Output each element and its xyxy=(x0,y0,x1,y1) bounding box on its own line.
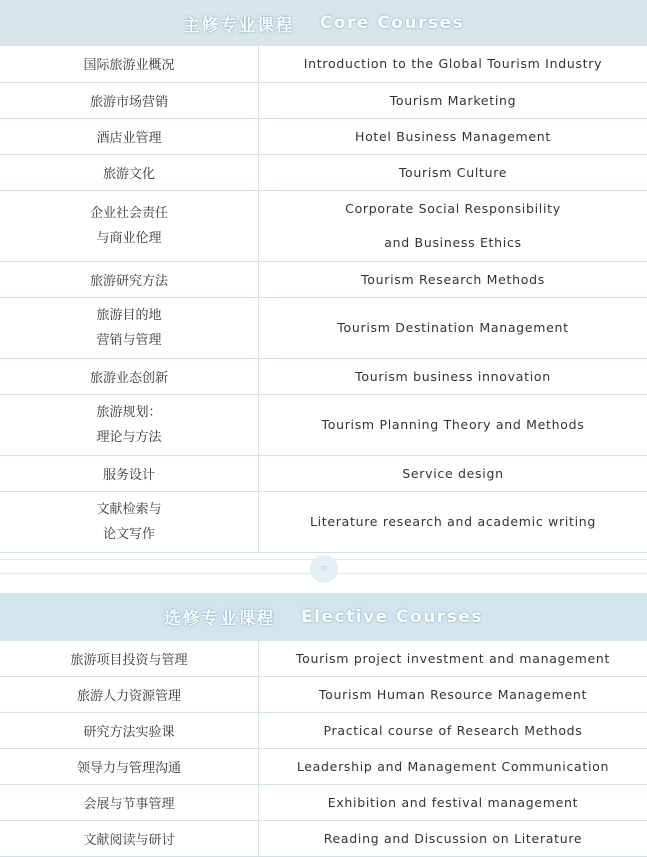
elective-courses-table xyxy=(0,641,647,857)
course-name-en xyxy=(259,82,647,118)
course-name-en xyxy=(259,749,647,785)
section-divider xyxy=(0,553,647,593)
course-name-zh-line: 旅游市场营销 xyxy=(0,91,258,110)
course-row xyxy=(0,297,647,358)
course-row xyxy=(0,713,647,749)
course-row xyxy=(0,455,647,491)
course-name-zh xyxy=(0,261,259,297)
course-row xyxy=(0,46,647,82)
course-name-en-line: Reading and Discussion on Literature xyxy=(259,831,647,846)
course-name-zh xyxy=(0,641,259,677)
course-name-en xyxy=(259,297,647,358)
course-name-en-line: Hotel Business Management xyxy=(259,129,647,144)
course-name-zh xyxy=(0,491,259,552)
course-row xyxy=(0,785,647,821)
course-row xyxy=(0,491,647,552)
course-name-en-line: Practical course of Research Methods xyxy=(259,723,647,738)
course-row xyxy=(0,261,647,297)
course-name-zh xyxy=(0,154,259,190)
course-name-en xyxy=(259,713,647,749)
course-name-zh xyxy=(0,394,259,455)
course-name-en-line: Corporate Social Responsibility xyxy=(259,192,647,226)
course-name-zh xyxy=(0,677,259,713)
course-name-en-line: Literature research and academic writing xyxy=(259,514,647,529)
core-courses-table xyxy=(0,46,647,553)
course-name-zh xyxy=(0,82,259,118)
course-name-zh-line: 旅游研究方法 xyxy=(0,270,258,289)
course-name-en xyxy=(259,677,647,713)
course-row xyxy=(0,154,647,190)
course-row xyxy=(0,677,647,713)
course-name-en-line: and Business Ethics xyxy=(259,226,647,260)
elective-courses-header xyxy=(0,593,647,641)
course-name-zh xyxy=(0,821,259,857)
course-name-en-line: Service design xyxy=(259,466,647,481)
course-name-en xyxy=(259,46,647,82)
course-name-en xyxy=(259,455,647,491)
elective-title-en: Elective Courses xyxy=(301,607,483,627)
core-title-zh: 主修专业课程 xyxy=(183,11,294,36)
course-name-en-line: Tourism Destination Management xyxy=(259,320,647,335)
course-row xyxy=(0,749,647,785)
course-name-en-line: Tourism Human Resource Management xyxy=(259,687,647,702)
course-name-en xyxy=(259,118,647,154)
course-name-en xyxy=(259,491,647,552)
course-name-en xyxy=(259,821,647,857)
course-name-en xyxy=(259,785,647,821)
course-name-zh-line: 旅游人力资源管理 xyxy=(0,685,258,704)
course-name-zh-line: 旅游文化 xyxy=(0,163,258,182)
course-name-zh xyxy=(0,713,259,749)
elective-title-zh: 选修专业课程 xyxy=(164,604,275,629)
course-name-zh-line: 理论与方法 xyxy=(0,425,258,450)
course-name-zh-line: 旅游目的地 xyxy=(0,303,258,328)
course-name-en-line: Tourism project investment and management xyxy=(259,651,647,666)
course-name-en xyxy=(259,261,647,297)
course-name-en xyxy=(259,154,647,190)
course-name-zh xyxy=(0,46,259,82)
course-name-zh-line: 旅游项目投资与管理 xyxy=(0,649,258,668)
course-name-zh-line: 文献检索与 xyxy=(0,497,258,522)
course-name-zh-line: 旅游规划： xyxy=(0,400,258,425)
core-title-en: Core Courses xyxy=(320,13,464,33)
course-row xyxy=(0,641,647,677)
course-name-en-line: Tourism Marketing xyxy=(259,93,647,108)
course-name-en-line: Tourism Planning Theory and Methods xyxy=(259,417,647,432)
course-name-zh xyxy=(0,749,259,785)
course-name-en xyxy=(259,641,647,677)
course-name-zh-line: 领导力与管理沟通 xyxy=(0,757,258,776)
course-row xyxy=(0,190,647,261)
course-name-zh xyxy=(0,785,259,821)
course-name-zh xyxy=(0,190,259,261)
course-name-zh-line: 服务设计 xyxy=(0,464,258,483)
course-name-zh-line: 酒店业管理 xyxy=(0,127,258,146)
course-name-zh xyxy=(0,455,259,491)
course-name-en-line: Tourism business innovation xyxy=(259,369,647,384)
course-name-en xyxy=(259,394,647,455)
course-name-en xyxy=(259,190,647,261)
course-name-zh-line: 企业社会责任 xyxy=(0,201,258,226)
course-row xyxy=(0,358,647,394)
divider-dot-icon: ≡ xyxy=(310,555,338,583)
course-name-zh-line: 旅游业态创新 xyxy=(0,367,258,386)
course-row xyxy=(0,821,647,857)
course-name-zh xyxy=(0,118,259,154)
course-name-zh-line: 与商业伦理 xyxy=(0,226,258,251)
course-name-zh-line: 国际旅游业概况 xyxy=(0,54,258,73)
course-name-zh xyxy=(0,297,259,358)
course-name-zh-line: 文献阅读与研讨 xyxy=(0,829,258,848)
core-courses-header xyxy=(0,0,647,46)
course-name-zh-line: 会展与节事管理 xyxy=(0,793,258,812)
course-name-zh-line: 论文写作 xyxy=(0,522,258,547)
course-name-en-line: Leadership and Management Communication xyxy=(259,759,647,774)
course-name-zh-line: 研究方法实验课 xyxy=(0,721,258,740)
course-name-en-line: Tourism Culture xyxy=(259,165,647,180)
course-row xyxy=(0,82,647,118)
course-name-en-line: Introduction to the Global Tourism Industry xyxy=(259,56,647,71)
course-name-en xyxy=(259,358,647,394)
course-name-zh xyxy=(0,358,259,394)
course-name-en-line: Exhibition and festival management xyxy=(259,795,647,810)
course-row xyxy=(0,394,647,455)
course-name-zh-line: 营销与管理 xyxy=(0,328,258,353)
course-row xyxy=(0,118,647,154)
course-name-en-line: Tourism Research Methods xyxy=(259,272,647,287)
